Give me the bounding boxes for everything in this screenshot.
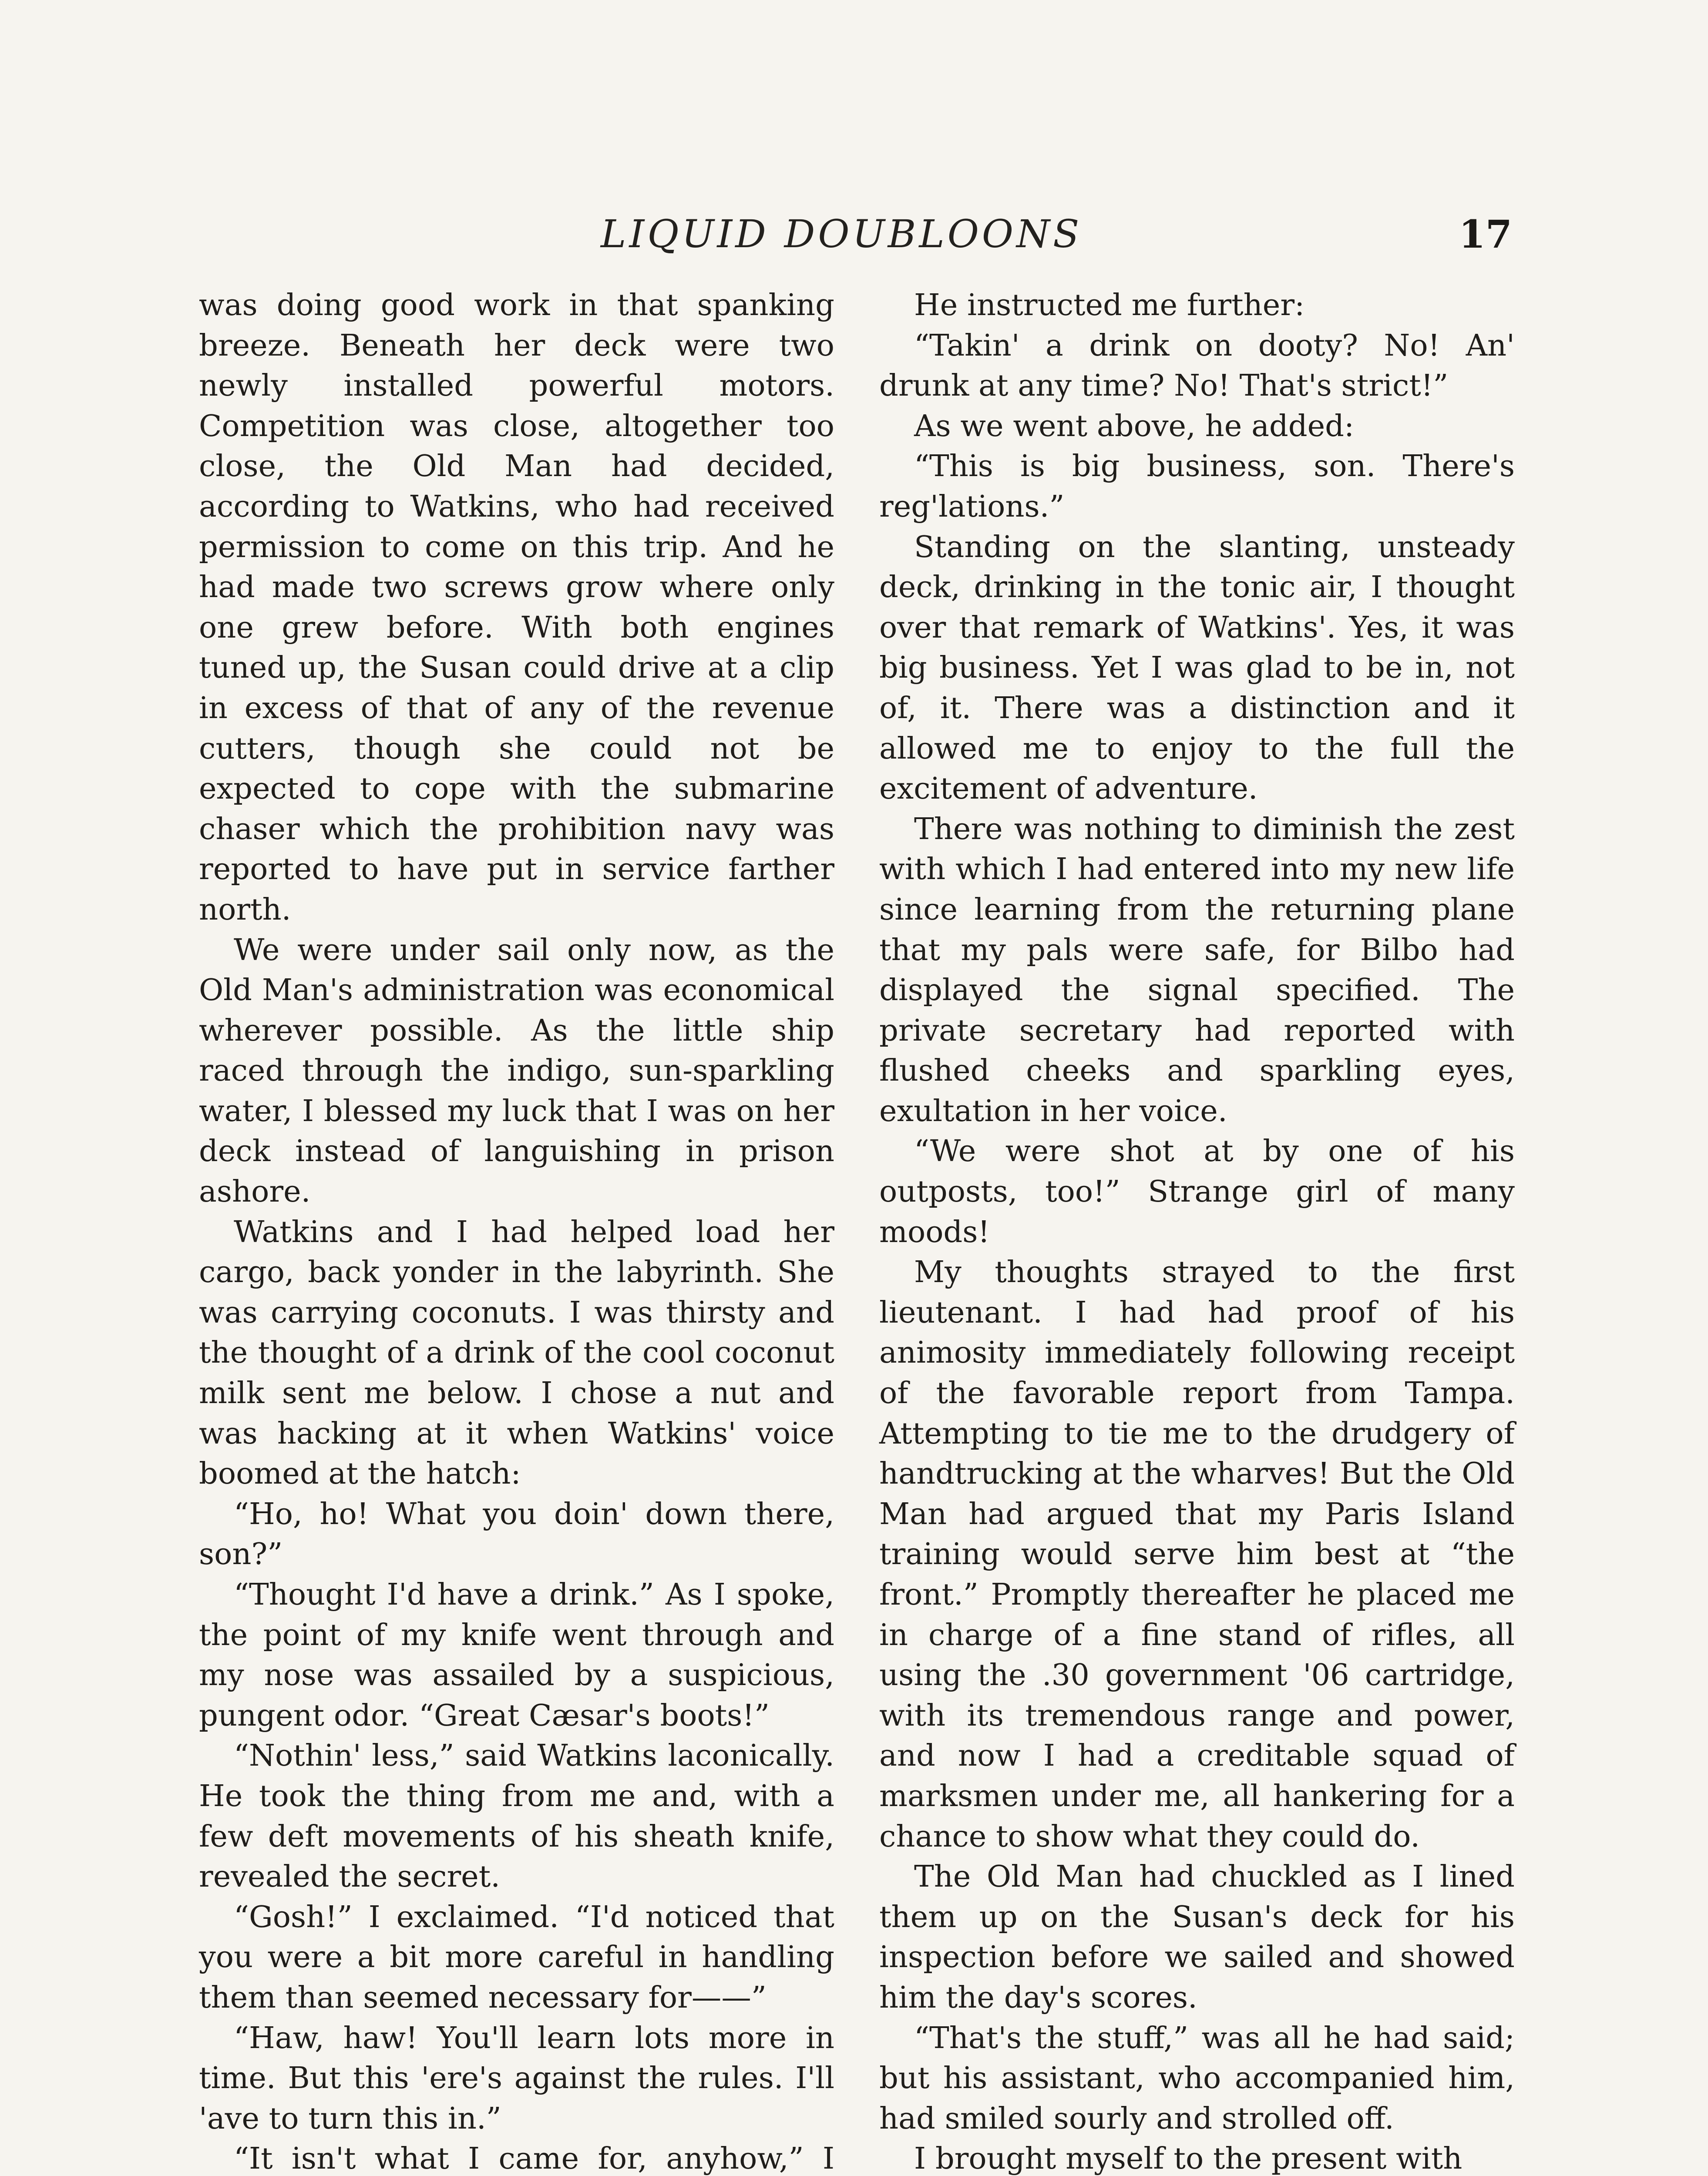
running-head (0, 212, 1708, 265)
paragraph: I brought myself to the present with (914, 2141, 1463, 2176)
right-column (879, 285, 1515, 2176)
paragraph: He instructed me further: (914, 288, 1305, 322)
paragraph: Watkins and I had helped load her cargo, back yonder in the labyrinth. She was carrying coconuts. I was thirsty and the thought of a drink of the cool coconut milk sent me below. I chose a nut and was hacking at it when Watkins' voice boomed at the hatch: (199, 1214, 834, 1491)
paragraph: “It isn't what I came for, anyhow,” I (234, 2141, 834, 2176)
paragraph: “This is big business, son. There's reg'lations.” (879, 449, 1515, 524)
paragraph: “Takin' a drink on dooty? No! An' drunk at any time? No! That's strict!” (879, 328, 1515, 403)
paragraph: “We were shot at by one of his outposts, too!” Strange girl of many moods! (879, 1134, 1515, 1249)
paragraph: was doing good work in that spanking breeze. Beneath her deck were two newly installed powerful motors. Competition was close, altogether too close, the Old Man had decided, according to Watkins, who had received permission to come on this trip. And he had made two screws grow where only one grew before. With both engines tuned up, the Susan could drive at a clip in excess of that of any of the revenue cutters, though she could not be expected to cope with the submarine chaser which the prohibition navy was reported to have put in service farther north. (199, 288, 834, 927)
left-column (199, 285, 834, 2176)
paragraph: There was nothing to diminish the zest with which I had entered into my new life since learning from the returning plane that my pals were safe, for Bilbo had displayed the signal specified. The private secretary had reported with flushed cheeks and sparkling eyes, exultation in her voice. (879, 811, 1515, 1128)
paragraph: “Haw, haw! You'll learn lots more in time. But this 'ere's against the rules. I'll 'ave to turn this in.” (199, 2020, 834, 2136)
paragraph: As we went above, he added: (914, 408, 1355, 443)
paragraph: The Old Man had chuckled as I lined them up on the Susan's deck for his inspection before we sailed and showed him the day's scores. (879, 1859, 1515, 2015)
paragraph: “Nothin' less,” said Watkins laconically. He took the thing from me and, with a few deft movements of his sheath knife, revealed the secret. (199, 1738, 834, 1894)
paragraph: Standing on the slanting, unsteady deck, drinking in the tonic air, I thought over that remark of Watkins'. Yes, it was big business. Yet I was glad to be in, not of, it. There was a distinction and it allowed me to enjoy to the full the excitement of adventure. (879, 529, 1515, 806)
paragraph: We were under sail only now, as the Old Man's administration was economical wherever possible. As the little ship raced through the indigo, sun-sparkling water, I blessed my luck that I was on her deck instead of languishing in prison ashore. (199, 932, 834, 1209)
running-title: LIQUID DOUBLOONS (601, 212, 1083, 256)
paragraph: “Thought I'd have a drink.” As I spoke, the point of my knife went through and my nose was assailed by a suspicious, pungent odor. “Great Cæsar's boots!” (199, 1577, 834, 1733)
page-number: 17 (1459, 212, 1512, 257)
paragraph: My thoughts strayed to the first lieutenant. I had had proof of his animosity immediately following receipt of the favorable report from Tampa. Attempting to tie me to the drudgery of handtrucking at the wharves! But the Old Man had argued that my Paris Island training would serve him best at “the front.” Promptly thereafter he placed me in charge of a fine stand of rifles, all using the .30 government '06 cartridge, with its tremendous range and power, and now I had a creditable squad of marksmen under me, all hankering for a chance to show what they could do. (879, 1255, 1515, 1854)
paragraph: “Gosh!” I exclaimed. “I'd noticed that you were a bit more careful in handling them than seemed necessary for——” (199, 1899, 834, 2015)
paragraph: “Ho, ho! What you doin' down there, son?” (199, 1496, 834, 1572)
paragraph: “That's the stuff,” was all he had said; but his assistant, who accompanied him, had smiled sourly and strolled off. (879, 2020, 1515, 2136)
